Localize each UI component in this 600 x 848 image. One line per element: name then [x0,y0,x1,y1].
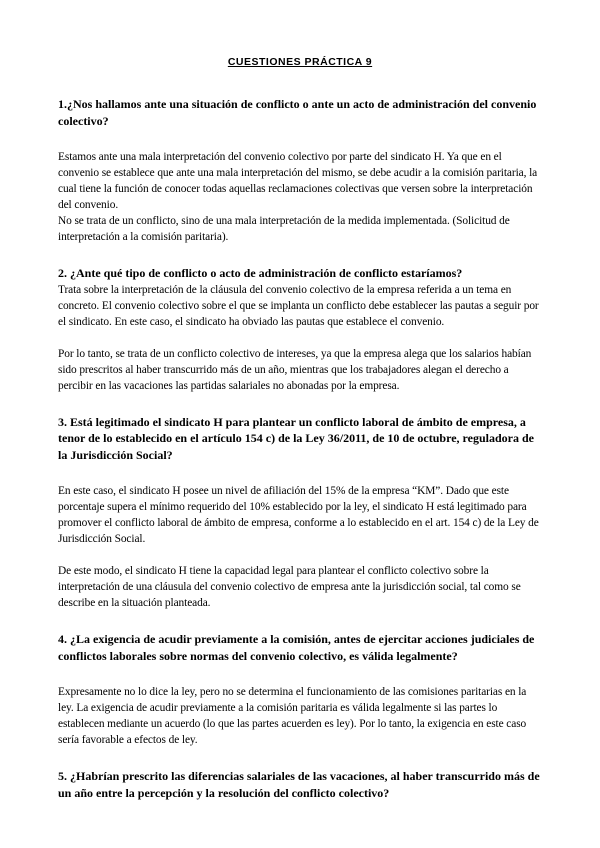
question-2-heading: 2. ¿Ante qué tipo de conflicto o acto de administración de conflicto estaríamos? [58,266,463,280]
question-1-paragraph-2: No se trata de un conflicto, sino de una mala interpretación de la medida implementada. (Solicitud de interpretación a la comisión paritaria). [58,215,510,243]
question-2-paragraph-2: Por lo tanto, se trata de un conflicto colectivo de intereses, ya que la empresa alega que los salarios habían sido prescritos al haber transcurrido más de un año, mientras que los trabajadores alegan el derecho a percibir en las vacaciones las partidas salariales no abonadas por la empresa. [58,347,532,392]
question-5-heading: 5. ¿Habrían prescrito las diferencias salariales de las vacaciones, al haber transcurrido más de un año entre la percepción y la resolución del conflicto colectivo? [58,769,540,800]
question-3-paragraph-1: En este caso, el sindicato H posee un nivel de afiliación del 15% de la empresa “KM”. Dado que este porcentaje supera el mínimo requerido del 10% establecido por la ley, el sindicato H está legitimado para promover el conflicto laboral de ámbito de empresa, conforme a lo establecido en el art. 154 c) de la Ley de Jurisdicción Social. [58,485,539,545]
question-4-heading: 4. ¿La exigencia de acudir previamente a la comisión, antes de ejercitar acciones judiciales de conflictos laborales sobre normas del convenio colectivo, es válida legalmente? [58,632,535,663]
question-3-heading: 3. Está legitimado el sindicato H para plantear un conflicto laboral de ámbito de empresa, a tenor de lo establecido en el artículo 154 c) de la Ley 36/2011, de 10 de octubre, reguladora de la Jurisdicción Social? [58,414,534,462]
question-4-paragraph-1: Expresamente no lo dice la ley, pero no se determina el funcionamiento de las comisiones paritarias en la ley. La exigencia de acudir previamente a la comisión paritaria es válida legalmente si las partes lo establecen mediante un acuerdo (lo que las partes acuerden es ley). Por lo tanto, la exigencia en este caso sería favorable a efectos de ley. [58,686,527,746]
document-title: CUESTIONES PRÁCTICA 9 [227,56,373,68]
document-page [58,56,542,801]
question-2-paragraph-1: Trata sobre la interpretación de la cláusula del convenio colectivo de la empresa referida a un tema en concreto. El convenio colectivo sobre el que se implanta un conflicto debe establecer las pautas a seguir por el sindicato. En este caso, el sindicato ha obviado las pautas que establece el convenio. [58,283,539,328]
question-1-heading: 1.¿Nos hallamos ante una situación de conflicto o ante un acto de administración del convenio colectivo? [58,97,537,128]
question-1-paragraph-1: Estamos ante una mala interpretación del convenio colectivo por parte del sindicato H. Ya que en el convenio se establece que ante una mala interpretación del mismo, se debe acudir a la comisión paritaria, la cual tiene la función de conocer todas aquellas reclamaciones colectivas que versen sobre la interpretación del convenio. [58,151,538,211]
question-3-paragraph-2: De este modo, el sindicato H tiene la capacidad legal para plantear el conflicto colectivo sobre la interpretación de una cláusula del convenio colectivo de empresa ante la jurisdicción social, tal como se describe en la situación planteada. [58,565,521,609]
